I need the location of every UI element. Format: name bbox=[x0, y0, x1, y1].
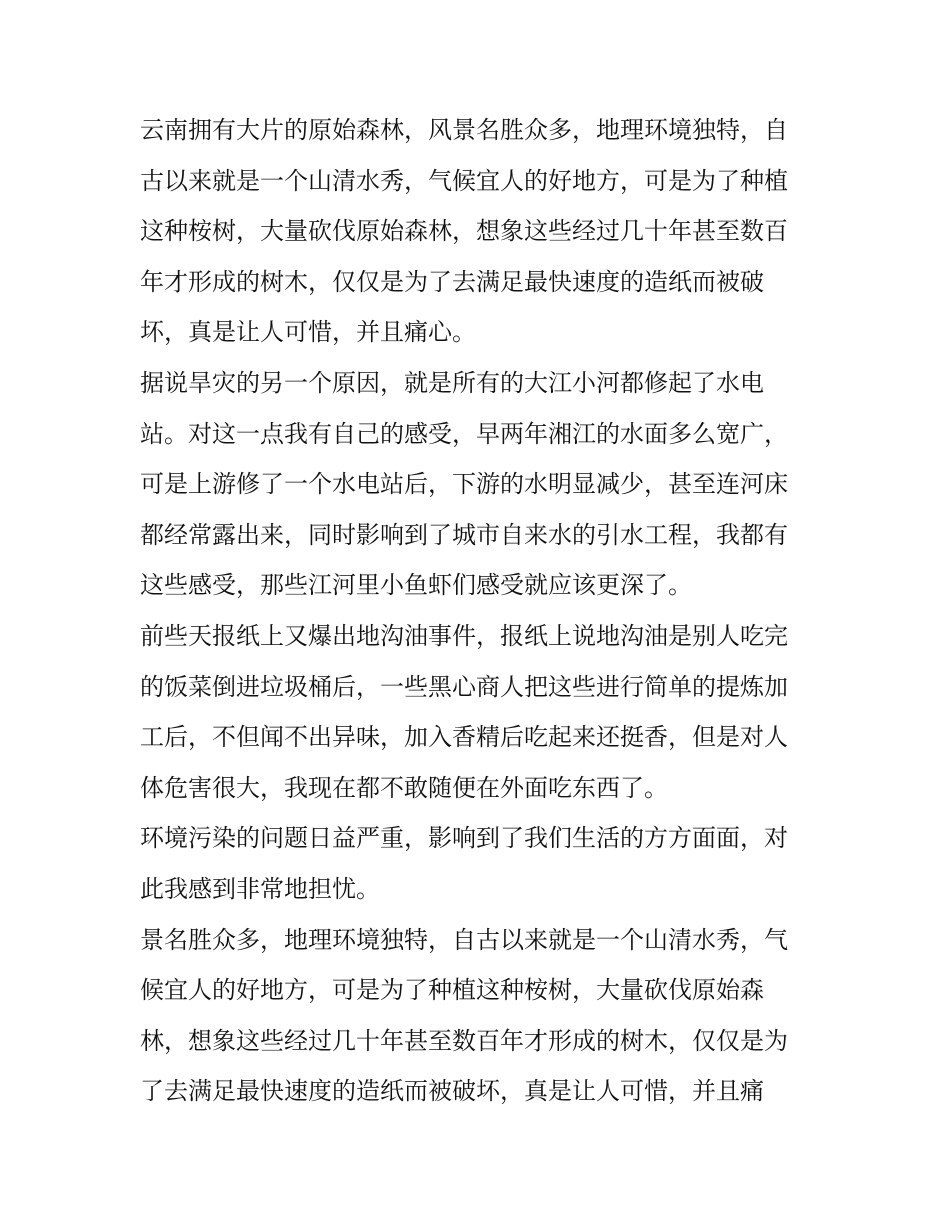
text-line: 此我感到非常地担忧。 bbox=[140, 874, 380, 903]
text-line: 古以来就是一个山清水秀，气候宜人的好地方，可是为了种植 bbox=[140, 166, 788, 195]
text-line: 都经常露出来，同时影响到了城市自来水的引水工程，我都有 bbox=[140, 520, 788, 549]
text-line: 坏，真是让人可惜，并且痛心。 bbox=[140, 318, 476, 347]
text-line: 景名胜众多，地理环境独特，自古以来就是一个山清水秀，气 bbox=[140, 925, 788, 954]
text-line: 的饭菜倒进垃圾桶后，一些黑心商人把这些进行简单的提炼加 bbox=[140, 672, 788, 701]
paragraph-5 bbox=[140, 915, 820, 1117]
text-line: 候宜人的好地方，可是为了种植这种桉树，大量砍伐原始森 bbox=[140, 976, 764, 1005]
text-line: 了去满足最快速度的造纸而被破坏，真是让人可惜，并且痛 bbox=[140, 1077, 764, 1106]
text-line: 前些天报纸上又爆出地沟油事件，报纸上说地沟油是别人吃完 bbox=[140, 621, 788, 650]
text-line: 林，想象这些经过几十年甚至数百年才形成的树木，仅仅是为 bbox=[140, 1026, 788, 1055]
text-line: 云南拥有大片的原始森林，风景名胜众多，地理环境独特，自 bbox=[140, 116, 788, 144]
paragraph-1 bbox=[140, 105, 820, 358]
paragraph-2 bbox=[140, 358, 820, 611]
text-line: 据说旱灾的另一个原因，就是所有的大江小河都修起了水电 bbox=[140, 368, 764, 397]
text-line: 站。对这一点我有自己的感受，早两年湘江的水面多么宽广， bbox=[140, 419, 788, 448]
paragraph-3 bbox=[140, 611, 820, 813]
text-line: 工后，不但闻不出异味，加入香精后吃起来还挺香，但是对人 bbox=[140, 723, 788, 752]
text-line: 体危害很大，我现在都不敢随便在外面吃东西了。 bbox=[140, 773, 668, 802]
text-line: 可是上游修了一个水电站后，下游的水明显减少，甚至连河床 bbox=[140, 470, 788, 499]
document-body bbox=[140, 105, 820, 1117]
text-line: 环境污染的问题日益严重，影响到了我们生活的方方面面，对 bbox=[140, 824, 788, 853]
text-line: 这些感受，那些江河里小鱼虾们感受就应该更深了。 bbox=[140, 571, 692, 600]
paragraph-4 bbox=[140, 813, 820, 914]
text-line: 这种桉树，大量砍伐原始森林，想象这些经过几十年甚至数百 bbox=[140, 217, 788, 246]
text-line: 年才形成的树木，仅仅是为了去满足最快速度的造纸而被破 bbox=[140, 267, 764, 296]
